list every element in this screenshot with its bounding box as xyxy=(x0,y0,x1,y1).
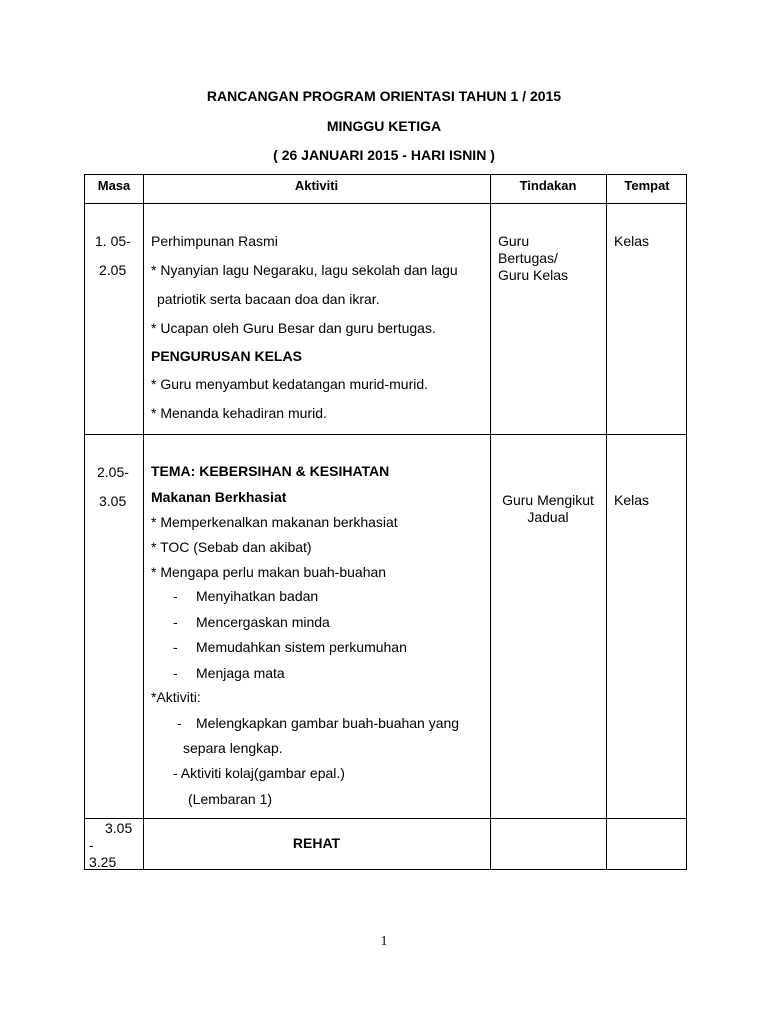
row-divider xyxy=(85,434,686,435)
row2-bullet-dash: - xyxy=(173,588,178,604)
row3-masa-end: 3.25 xyxy=(89,854,117,870)
row1-tindakan-line: Guru Kelas xyxy=(498,267,569,283)
row2-tempat: Kelas xyxy=(614,492,650,508)
row2-aktiviti-line: *Aktiviti: xyxy=(151,689,201,705)
row2-aktiviti-line: (Lembaran 1) xyxy=(188,791,273,807)
row1-aktiviti-line: patriotik serta bacaan doa dan ikrar. xyxy=(157,291,380,307)
row2-aktiviti-line: * Memperkenalkan makanan berkhasiat xyxy=(151,514,398,530)
row2-sub-item: Mencergaskan minda xyxy=(196,614,330,630)
row2-bullet-dash: - xyxy=(173,665,178,681)
document-subtitle-week: MINGGU KETIGA xyxy=(326,118,442,134)
row1-aktiviti-line: * Guru menyambut kedatangan murid-murid. xyxy=(151,376,429,392)
document-subtitle-date: ( 26 JANUARI 2015 - HARI ISNIN ) xyxy=(273,147,495,163)
row1-section-heading: PENGURUSAN KELAS xyxy=(151,348,302,364)
row2-sub-item: Menjaga mata xyxy=(196,665,285,681)
header-aktiviti: Aktiviti xyxy=(294,178,339,193)
row2-tindakan-line: Jadual xyxy=(527,509,569,525)
row1-masa-start: 1. 05- xyxy=(95,233,131,249)
row2-aktiviti-line: * TOC (Sebab dan akibat) xyxy=(151,539,312,555)
row1-aktiviti-line: * Menanda kehadiran murid. xyxy=(151,405,327,421)
schedule-table xyxy=(84,174,687,870)
row1-masa-end: 2.05 xyxy=(99,262,127,278)
row2-aktiviti-line: separa lengkap. xyxy=(183,740,283,756)
row2-theme-heading: TEMA: KEBERSIHAN & KESIHATAN xyxy=(151,463,390,479)
header-tindakan: Tindakan xyxy=(519,178,577,193)
row3-rehat: REHAT xyxy=(292,835,341,851)
row1-tindakan-line: Guru xyxy=(498,233,530,249)
document-title: RANCANGAN PROGRAM ORIENTASI TAHUN 1 / 2015 xyxy=(206,88,562,104)
row-divider xyxy=(85,203,686,204)
column-divider xyxy=(606,175,607,869)
row2-aktiviti-line: * Mengapa perlu makan buah-buahan xyxy=(151,564,387,580)
row2-aktiviti-line: - Aktiviti kolaj(gambar epal.) xyxy=(173,765,345,781)
row1-aktiviti-line: * Nyanyian lagu Negaraku, lagu sekolah dan lagu xyxy=(151,262,458,278)
row2-topic-heading: Makanan Berkhasiat xyxy=(151,489,287,505)
header-tempat: Tempat xyxy=(624,178,670,193)
header-masa: Masa xyxy=(97,178,131,193)
page-number: 1 xyxy=(380,934,388,949)
row2-masa-end: 3.05 xyxy=(99,493,127,509)
row2-tindakan-line: Guru Mengikut xyxy=(502,492,594,508)
row1-tindakan-line: Bertugas/ xyxy=(498,250,558,266)
row2-masa-start: 2.05- xyxy=(97,464,129,480)
row2-sub-item: Melengkapkan gambar buah-buahan yang xyxy=(196,715,460,731)
row2-bullet-dash: - xyxy=(173,614,178,630)
row1-tempat: Kelas xyxy=(614,233,650,249)
row1-aktiviti-line: Perhimpunan Rasmi xyxy=(151,233,278,249)
row2-bullet-dash: - xyxy=(177,715,182,731)
row2-sub-item: Memudahkan sistem perkumuhan xyxy=(196,639,407,655)
row2-bullet-dash: - xyxy=(173,639,178,655)
row3-masa-start: 3.05 xyxy=(105,820,133,836)
column-divider xyxy=(143,175,144,869)
row3-masa-dash: - xyxy=(89,837,94,853)
row1-aktiviti-line: * Ucapan oleh Guru Besar dan guru bertugas. xyxy=(151,320,436,336)
row-divider xyxy=(85,818,686,819)
row2-sub-item: Menyihatkan badan xyxy=(196,588,319,604)
